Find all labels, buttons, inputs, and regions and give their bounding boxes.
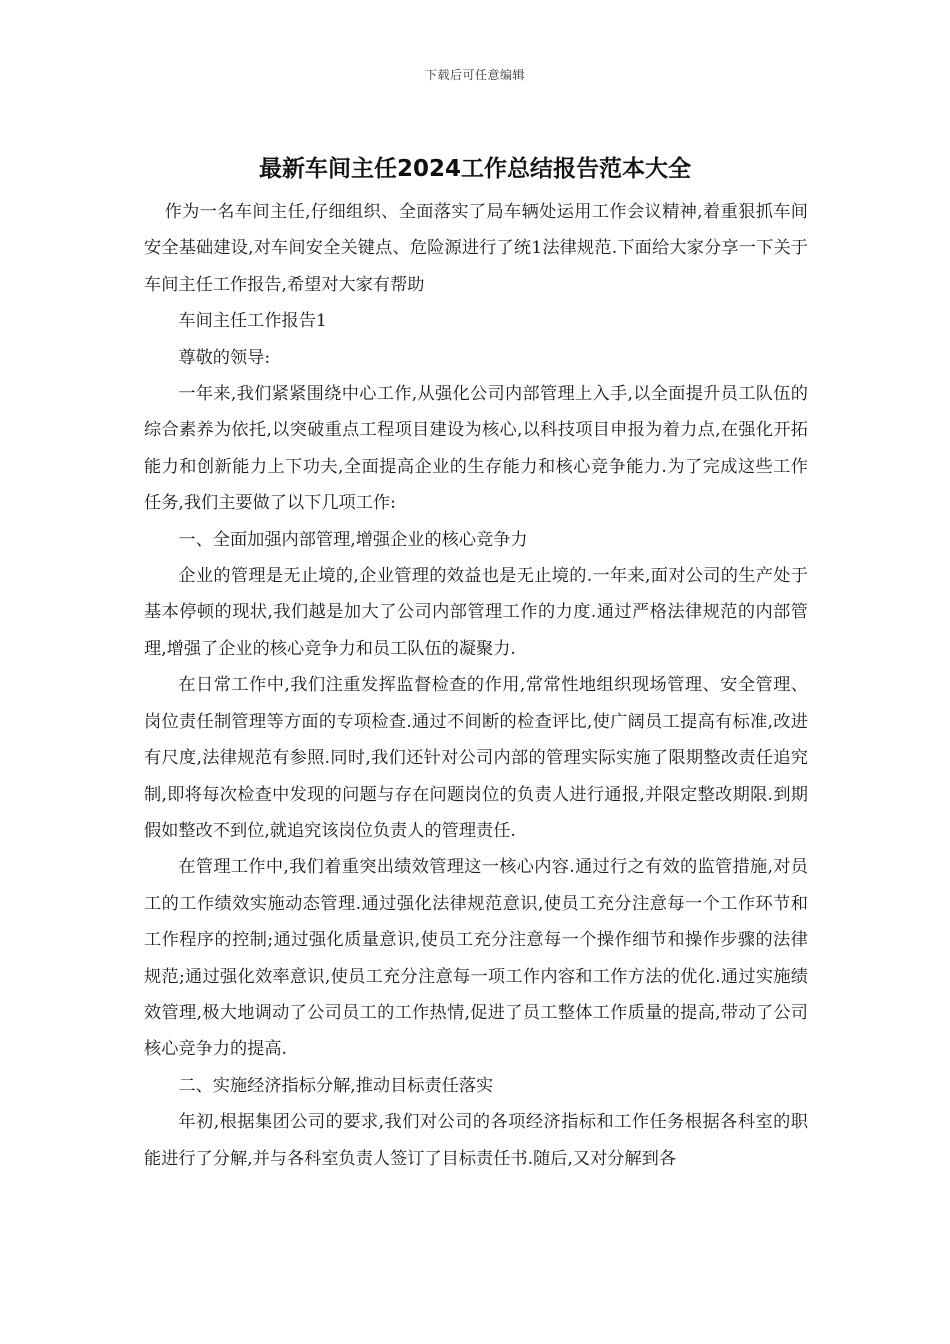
header-note: 下载后可任意编辑 — [424, 68, 525, 82]
report-subtitle: 车间主任工作报告1 — [178, 311, 327, 332]
body-paragraph: 企业的管理是无止境的,企业管理的效益也是无止境的.一年来,面对公司的生产处于基本停顿的现状,我们越是加大了公司内部管理工作的力度.通过严格法律规范的内部管理,增强了企业的核心竞争力和员工队伍的凝聚力. — [144, 566, 808, 659]
document-title: 最新车间主任2024工作总结报告范本大全 — [258, 156, 691, 182]
body-paragraph: 在管理工作中,我们着重突出绩效管理这一核心内容.通过行之有效的监管措施,对员工的工作绩效实施动态管理.通过强化法律规范意识,使员工充分注意每一个工作环节和工作程序的控制;通过强化质量意识,使员工充分注意每一个操作细节和操作步骤的法律规范;通过强化效率意识,使员工充分注意每一项工作内容和工作方法的优化.通过实施绩效管理,极大地调动了公司员工的工作热情,促进了员工整体工作质量的提高,带动了公司核心竞争力的提高. — [144, 857, 808, 1060]
body-paragraph: 一年来,我们紧紧围绕中心工作,从强化公司内部管理上入手,以全面提升员工队伍的综合素养为依托,以突破重点工程项目建设为核心,以科技项目申报为着力点,在强化开拓能力和创新能力上下功夫,全面提高企业的生存能力和核心竞争能力.为了完成这些工作任务,我们主要做了以下几项工作: — [144, 384, 808, 514]
document-body — [144, 194, 808, 1177]
body-paragraph: 在日常工作中,我们注重发挥监督检查的作用,常常性地组织现场管理、安全管理、岗位责任制管理等方面的专项检查.通过不间断的检查评比,使广阔员工提高有标准,改进有尺度,法律规范有参照.同时,我们还针对公司内部的管理实际实施了限期整改责任追究制,即将每次检查中发现的问题与存在问题岗位的负责人进行通报,并限定整改期限.到期假如整改不到位,就追究该岗位负责人的管理责任. — [144, 675, 808, 841]
salutation: 尊敬的领导: — [178, 347, 271, 368]
body-paragraph: 年初,根据集团公司的要求,我们对公司的各项经济指标和工作任务根据各科室的职能进行了分解,并与各科室负责人签订了目标责任书.随后,又对分解到各 — [144, 1112, 808, 1169]
intro-paragraph: 作为一名车间主任,仔细组织、全面落实了局车辆处运用工作会议精神,着重狠抓车间安全基础建设,对车间安全关键点、危险源进行了统1法律规范.下面给大家分享一下关于车间主任工作报告,希望对大家有帮助 — [144, 202, 808, 295]
section-heading-2: 二、实施经济指标分解,推动目标责任落实 — [178, 1075, 494, 1096]
section-heading-1: 一、全面加强内部管理,增强企业的核心竞争力 — [178, 529, 528, 550]
